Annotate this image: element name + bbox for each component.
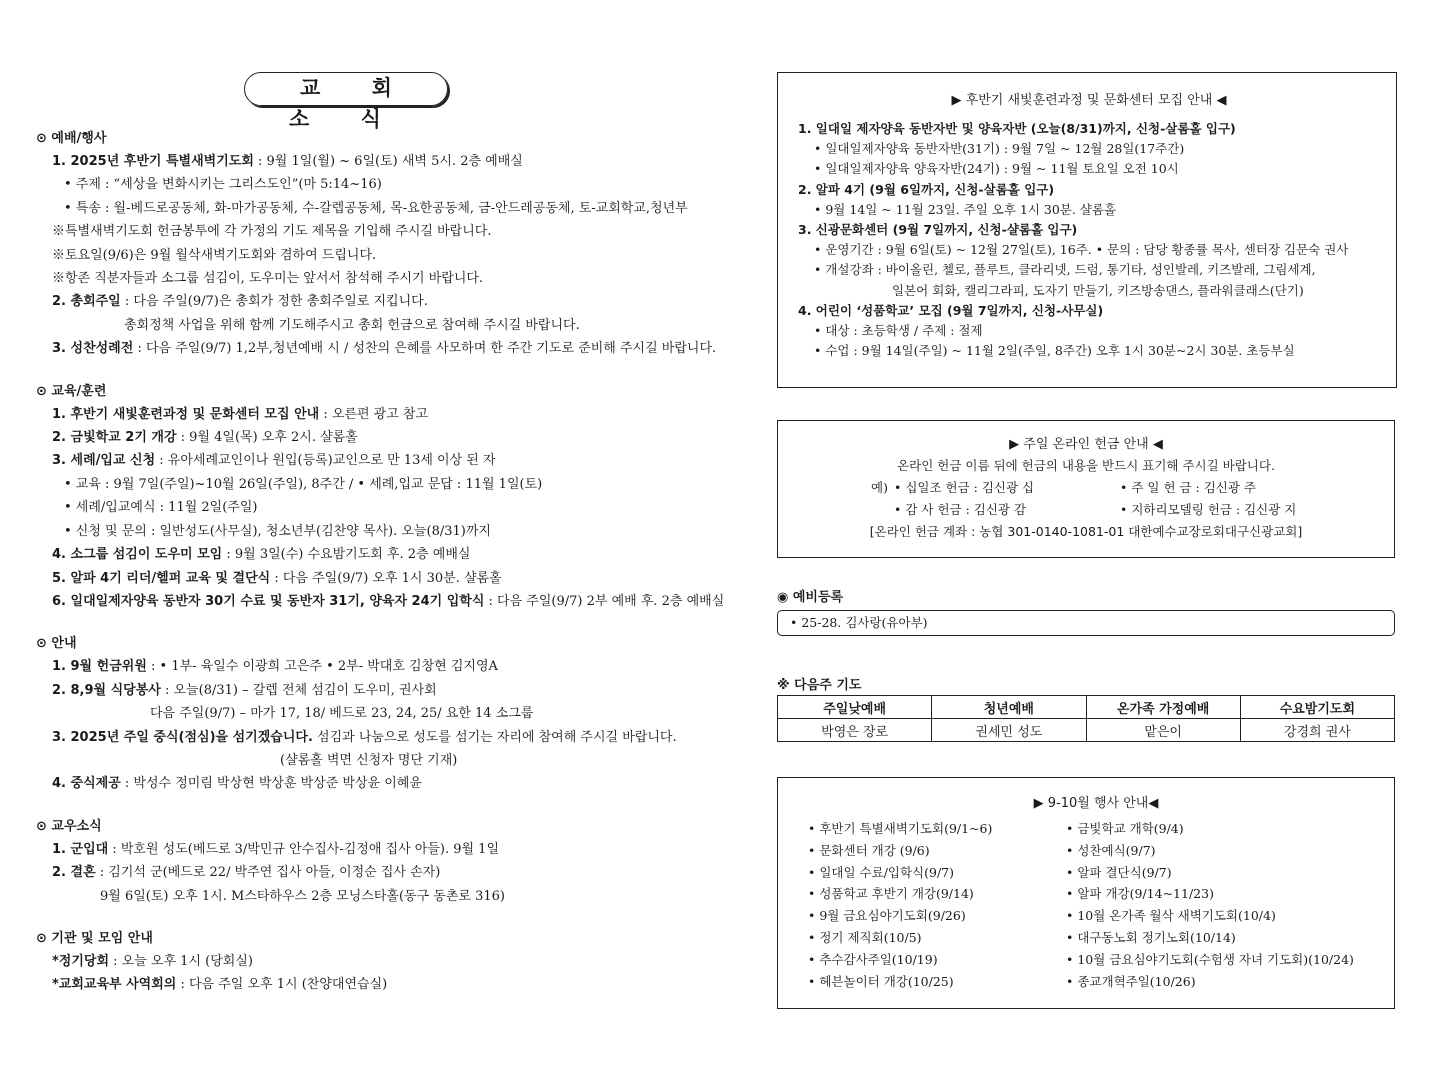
section-heading: ⊙ 안내: [36, 636, 77, 652]
notice-line: 2. 알파 4기 (9월 6일까지, 신청-살롬홀 입구): [798, 181, 1055, 197]
offering-notice: 온라인 헌금 이름 뒤에 헌금의 내용을 반드시 표기해 주시길 바랍니다.: [897, 458, 1275, 473]
news-item: 5. 알파 4기 리더/헬퍼 교육 및 결단식 : 다음 주일(9/7) 오후 1시 30분. 샬롬홀: [52, 570, 502, 586]
list-item: • 10월 온가족 월삭 새벽기도회(10/4): [1066, 908, 1276, 924]
table-header: 온가족 가정예배: [1086, 696, 1240, 719]
reserve-heading: ◉ 예비등록: [777, 590, 844, 605]
section-heading: ⊙ 기관 및 모임 안내: [36, 930, 153, 946]
list-item: • 추수감사주일(10/19): [808, 951, 938, 967]
news-item: 2. 결혼 : 김기석 군(베드로 22/ 박주연 집사 아들, 이정순 집사 손자): [52, 865, 441, 881]
news-item: *교회교육부 사역회의 : 다음 주일 오후 1시 (찬양대연습실): [52, 977, 388, 993]
online-offering-box: [777, 420, 1395, 558]
section-heading: ⊙ 교육/훈련: [36, 383, 107, 399]
news-item: 총회정책 사업을 위해 함께 기도해주시고 총회 헌금으로 참여해 주시길 바랍니다.: [124, 317, 580, 333]
notice-line: 3. 신광문화센터 (9월 7일까지, 신청-샬롬홀 입구): [798, 222, 1078, 238]
list-item: • 성찬예식(9/7): [1066, 842, 1156, 858]
news-item: • 주제 : “세상을 변화시키는 그리스도인”(마 5:14~16): [64, 177, 382, 193]
events-column: [1066, 818, 1354, 992]
section-heading: ⊙ 교우소식: [36, 818, 102, 834]
recruit-notice-box: [777, 72, 1397, 388]
church-news-column: [36, 72, 736, 1017]
list-item: • 일대일 수료/입학식(9/7): [808, 864, 955, 880]
news-item: 2. 금빛학교 2기 개강 : 9월 4일(목) 오후 2시. 샬롬홀: [52, 430, 358, 446]
news-item: 6. 일대일제자양육 동반자 30기 수료 및 동반자 31기, 양육자 24기 입학식 : 다음 주일(9/7) 2부 예배 후. 2층 예배실: [52, 593, 725, 609]
news-item: 3. 2025년 주일 중식(점심)을 섬기겠습니다. 섬김과 나눔으로 성도를 섬기는 자리에 참여해 주시길 바랍니다.: [52, 729, 677, 745]
events-grid: [808, 818, 1384, 992]
news-item: 4. 중식제공 : 박성수 정미림 박상현 박상훈 박상준 박상윤 이혜윤: [52, 776, 422, 792]
news-item: ※항존 직분자들과 소그룹 섬김이, 도우미는 앞서서 참석해 주시기 바랍니다.: [52, 271, 484, 287]
news-item: • 특송 : 월-베드로공동체, 화-마가공동체, 수-갈렙공동체, 목-요한공동체, 금-안드레공동체, 토-교회학교,청년부: [64, 200, 688, 216]
table-cell: 박영은 장로: [778, 719, 932, 742]
guide-section: [36, 633, 736, 795]
list-item: • 대구동노회 정기노회(10/14): [1066, 929, 1236, 945]
offering-example-row: [788, 477, 1384, 499]
table-cell: 맡은이: [1086, 719, 1240, 742]
notice-line: 일본어 회화, 캘리그라피, 도자기 만들기, 키즈방송댄스, 플라워클래스(단기): [892, 282, 1304, 298]
notice-line: • 개설강좌 : 바이올린, 첼로, 플루트, 클라리넷, 드럼, 통기타, 성인발레, 키즈발레, 그림세계,: [814, 262, 1316, 278]
notice-line: • 9월 14일 ~ 11월 23일. 주일 오후 1시 30분. 샬롬홀: [814, 201, 1117, 217]
list-item: • 금빛학교 개학(9/4): [1066, 821, 1184, 836]
news-item: 2. 8,9월 식당봉사 : 오늘(8/31) – 갈렙 전체 섬김이 도우미, 권사회: [52, 682, 437, 698]
news-item: 3. 세례/입교 신청 : 유아세례교인이나 원입(등록)교인으로 만 13세 이상 된 자: [52, 453, 496, 469]
news-item: (샬롬홀 벽면 신청자 명단 기재): [280, 752, 458, 768]
table-header: 수요밤기도회: [1240, 696, 1394, 719]
news-item: 4. 소그룹 섬김이 도우미 모임 : 9월 3일(수) 수요밤기도회 후. 2층 예배실: [52, 547, 471, 563]
offering-example-row: [788, 499, 1384, 521]
prayer-heading: ※ 다음주 기도: [777, 678, 862, 693]
table-header: 청년예배: [932, 696, 1086, 719]
list-item: • 후반기 특별새벽기도회(9/1~6): [808, 821, 993, 836]
notice-line: • 일대일제자양육 양육자반(24기) : 9월 ~ 11월 토요일 오전 10시: [814, 161, 1179, 177]
news-item: 1. 후반기 새빛훈련과정 및 문화센터 모집 안내 : 오른편 광고 참고: [52, 406, 429, 422]
news-item: 1. 군입대 : 박호원 성도(베드로 3/박민규 안수집사-김정애 집사 아들). 9월 1일: [52, 841, 500, 857]
news-item: • 세례/입교예식 : 11월 2일(주일): [64, 500, 258, 516]
list-item: • 9월 금요심야기도회(9/26): [808, 908, 966, 924]
offering-example: • 십일조 헌금 : 김신광 십: [894, 480, 1035, 495]
prayer-table: [777, 695, 1395, 742]
box-title: ▶ 9-10월 행사 안내◀: [1033, 796, 1159, 811]
notice-line: • 일대일제자양육 동반자반(31기) : 9월 7일 ~ 12월 28일(17주간): [814, 141, 1185, 157]
notice-line: • 운영기간 : 9월 6일(토) ~ 12월 27일(토), 16주. • 문의 : 담당 황종률 목사, 센터장 김문숙 권사: [814, 242, 1349, 258]
notice-line: 4. 어린이 ‘성품학교’ 모집 (9월 7일까지, 신청-사무실): [798, 302, 1104, 318]
reserve-entry: • 25-28. 김사랑(유아부): [777, 610, 1395, 636]
education-section: [36, 381, 736, 614]
news-item: ※토요일(9/6)은 9월 월삭새벽기도회와 겸하여 드립니다.: [52, 247, 377, 263]
box-title: ▶ 주일 온라인 헌금 안내 ◀: [1009, 437, 1163, 452]
news-item: ※특별새벽기도회 헌금봉투에 각 가정의 기도 제목을 기입해 주시길 바랍니다.: [52, 224, 492, 240]
notice-line: 1. 일대일 제자양육 동반자반 및 양육자반 (오늘(8/31)까지, 신청-살롬홀 입구): [798, 121, 1236, 136]
list-item: • 알파 결단식(9/7): [1066, 864, 1172, 880]
list-item: • 정기 제직회(10/5): [808, 929, 922, 945]
box-title: ▶ 후반기 새빛훈련과정 및 문화센터 모집 안내 ◀: [951, 93, 1227, 108]
table-header: 주일낮예배: [778, 696, 932, 719]
events-box: [777, 777, 1395, 1009]
news-item: 다음 주일(9/7) – 마가 17, 18/ 베드로 23, 24, 25/ 요한 14 소그룹: [150, 706, 534, 722]
news-item: 3. 성찬성례전 : 다음 주일(9/7) 1,2부,청년예배 시 / 성찬의 은혜를 사모하며 한 주간 기도로 준비해 주시길 바랍니다.: [52, 341, 717, 357]
table-row: [778, 719, 1395, 742]
table-cell: 권세민 성도: [932, 719, 1086, 742]
worship-section: [36, 128, 736, 361]
list-item: • 문화센터 개강 (9/6): [808, 842, 930, 858]
news-item: 9월 6일(토) 오후 1시. M스타하우스 2층 모닝스타홀(동구 동촌로 316): [100, 888, 505, 904]
list-item: • 성품학교 후반기 개강(9/14): [808, 886, 974, 902]
list-item: • 헤븐놀이터 개강(10/25): [808, 973, 954, 989]
news-item: 1. 9월 헌금위원 : • 1부- 육일수 이광희 고은주 • 2부- 박대호 김창현 김지영A: [52, 659, 498, 675]
list-item: • 10월 금요심야기도회(수험생 자녀 기도회)(10/24): [1066, 951, 1354, 967]
news-item: • 신청 및 문의 : 일반성도(사무실), 청소년부(김찬양 목사). 오늘(8/31)까지: [64, 523, 491, 539]
offering-example: • 지하리모델링 헌금 : 김신광 지: [1120, 502, 1297, 517]
members-section: [36, 816, 736, 908]
news-item: • 교육 : 9월 7일(주일)~10월 26일(주일), 8주간 / • 세례,입교 문답 : 11월 1일(토): [64, 476, 543, 492]
notice-line: • 수업 : 9월 14일(주일) ~ 11월 2일(주일, 8주간) 오후 1시 30분~2시 30분. 초등부실: [814, 343, 1295, 359]
section-heading: ⊙ 예배/행사: [36, 131, 107, 146]
offering-example: • 감 사 헌금 : 김신광 감: [894, 502, 1027, 517]
offering-account: [온라인 헌금 계좌 : 농협 301-0140-1081-01 대한예수교장로회대구신광교회]: [869, 524, 1303, 539]
meetings-section: [36, 928, 736, 997]
events-column: [808, 818, 1066, 992]
news-item: 1. 2025년 후반기 특별새벽기도회 : 9월 1일(월) ~ 6일(토) 새벽 5시. 2층 예배실: [52, 154, 523, 169]
page-title: 교 회 소 식: [244, 72, 448, 106]
offering-example: • 주 일 헌 금 : 김신광 주: [1120, 480, 1256, 495]
list-item: • 알파 개강(9/14~11/23): [1066, 886, 1214, 902]
list-item: • 종교개혁주일(10/26): [1066, 973, 1196, 989]
notice-line: • 대상 : 초등학생 / 주제 : 절제: [814, 323, 983, 339]
news-item: 2. 총회주일 : 다음 주일(9/7)은 총회가 정한 총회주일로 지킵니다.: [52, 294, 428, 310]
example-label: 예): [871, 480, 888, 495]
table-row: [778, 696, 1395, 719]
table-cell: 강경희 권사: [1240, 719, 1394, 742]
news-item: *정기당회 : 오늘 오후 1시 (당회실): [52, 953, 253, 969]
